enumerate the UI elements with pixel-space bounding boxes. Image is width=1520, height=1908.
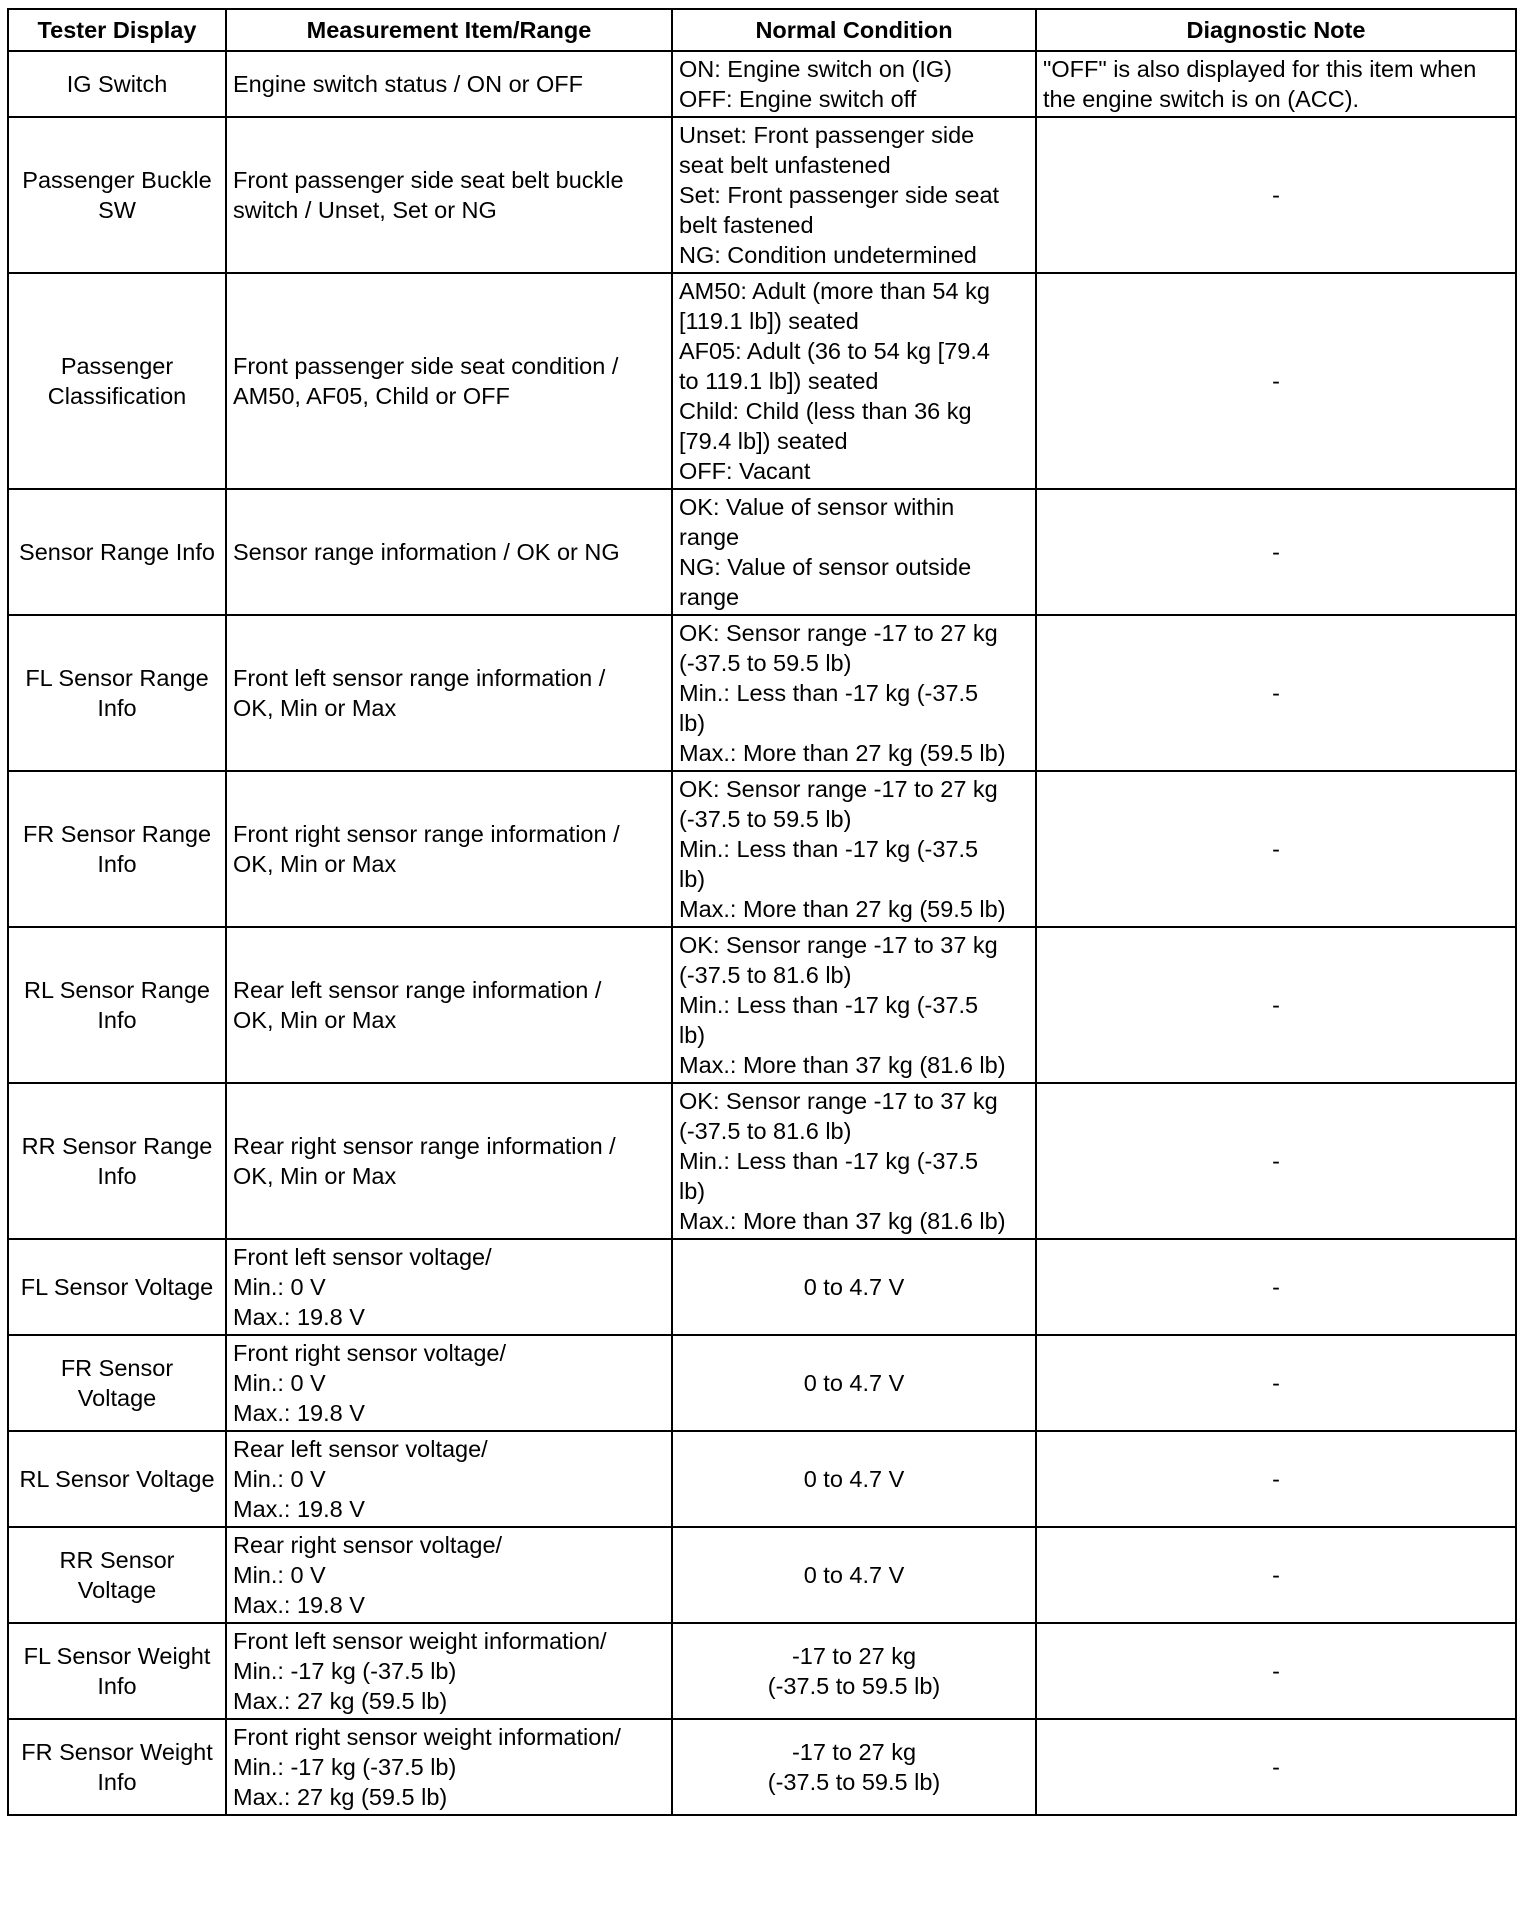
tester-display-cell	[8, 51, 226, 117]
table-row	[8, 1431, 1516, 1527]
measurement-item-cell	[226, 117, 672, 273]
diagnostic-note-cell	[1036, 1527, 1516, 1623]
measurement-item-line: OK, Min or Max	[233, 695, 397, 721]
table-header-row	[8, 9, 1516, 51]
diagnostic-note-cell	[1036, 1623, 1516, 1719]
measurement-item-line: Front right sensor weight information/	[233, 1724, 621, 1750]
measurement-item-cell	[226, 1623, 672, 1719]
normal-condition-line: [119.1 lb]) seated	[679, 308, 859, 334]
table-row	[8, 615, 1516, 771]
measurement-item-cell	[226, 1719, 672, 1815]
normal-condition-line: lb)	[679, 1022, 706, 1048]
table-row	[8, 771, 1516, 927]
normal-condition-line: NG: Condition undetermined	[679, 242, 977, 268]
measurement-item-line: Max.: 19.8 V	[233, 1496, 365, 1522]
normal-condition-line: (-37.5 to 59.5 lb)	[767, 1769, 941, 1795]
diagnostic-note-cell	[1036, 927, 1516, 1083]
diagnostic-note-cell	[1036, 1083, 1516, 1239]
measurement-item-line: AM50, AF05, Child or OFF	[233, 383, 510, 409]
table-row	[8, 1719, 1516, 1815]
normal-condition-line: (-37.5 to 59.5 lb)	[679, 806, 852, 832]
normal-condition-line: Max.: More than 37 kg (81.6 lb)	[679, 1208, 1006, 1234]
measurement-item-line: Max.: 19.8 V	[233, 1304, 365, 1330]
normal-condition-line: (-37.5 to 59.5 lb)	[767, 1673, 941, 1699]
tester-display-line: Voltage	[77, 1385, 157, 1411]
measurement-item-line: Max.: 19.8 V	[233, 1592, 365, 1618]
normal-condition-line: Min.: Less than -17 kg (-37.5	[679, 680, 979, 706]
diagnostic-note-cell	[1036, 771, 1516, 927]
normal-condition-cell	[672, 1623, 1036, 1719]
header-normal-condition: Normal Condition	[672, 9, 1036, 51]
measurement-item-line: Rear left sensor range information /	[233, 977, 602, 1003]
normal-condition-cell	[672, 489, 1036, 615]
normal-condition-line: lb)	[679, 710, 706, 736]
measurement-item-line: OK, Min or Max	[233, 1163, 397, 1189]
diagnostic-note-line: "OFF" is also displayed for this item when	[1043, 56, 1477, 82]
normal-condition-cell	[672, 51, 1036, 117]
tester-display-line: RR Sensor	[59, 1547, 175, 1573]
measurement-item-line: Min.: 0 V	[233, 1274, 326, 1300]
tester-display-line: RR Sensor Range	[21, 1133, 213, 1159]
measurement-item-cell	[226, 489, 672, 615]
normal-condition-line: 0 to 4.7 V	[803, 1370, 905, 1396]
diagnostic-note-cell	[1036, 117, 1516, 273]
tester-display-line: SW	[98, 197, 136, 223]
diagnostic-note-line: -	[1272, 680, 1280, 706]
measurement-item-line: Front left sensor range information /	[233, 665, 606, 691]
diagnostic-note-line: -	[1272, 1148, 1280, 1174]
normal-condition-cell	[672, 927, 1036, 1083]
table-row	[8, 927, 1516, 1083]
tester-display-cell	[8, 1623, 226, 1719]
measurement-item-line: Front right sensor voltage/	[233, 1340, 506, 1366]
table-row	[8, 1239, 1516, 1335]
tester-display-line: FR Sensor Range	[22, 821, 212, 847]
measurement-item-cell	[226, 1083, 672, 1239]
normal-condition-line: Set: Front passenger side seat	[679, 182, 1000, 208]
diagnostic-note-cell	[1036, 1335, 1516, 1431]
normal-condition-line: [79.4 lb]) seated	[679, 428, 848, 454]
normal-condition-line: OK: Value of sensor within	[679, 494, 955, 520]
normal-condition-line: Max.: More than 27 kg (59.5 lb)	[679, 896, 1006, 922]
tester-display-cell	[8, 771, 226, 927]
normal-condition-line: OK: Sensor range -17 to 27 kg	[679, 620, 998, 646]
header-tester-display: Tester Display	[8, 9, 226, 51]
diagnostic-note-cell	[1036, 615, 1516, 771]
diagnostic-note-cell	[1036, 51, 1516, 117]
normal-condition-line: OFF: Vacant	[679, 458, 811, 484]
measurement-item-line: Sensor range information / OK or NG	[233, 539, 620, 565]
normal-condition-line: 0 to 4.7 V	[803, 1562, 905, 1588]
measurement-item-line: Max.: 27 kg (59.5 lb)	[233, 1784, 448, 1810]
normal-condition-cell	[672, 1527, 1036, 1623]
normal-condition-line: range	[679, 524, 740, 550]
tester-display-line: Info	[97, 1673, 137, 1699]
normal-condition-line: seat belt unfastened	[679, 152, 891, 178]
normal-condition-line: -17 to 27 kg	[791, 1739, 917, 1765]
table-row	[8, 117, 1516, 273]
normal-condition-cell	[672, 615, 1036, 771]
header-measurement-item: Measurement Item/Range	[226, 9, 672, 51]
diagnostic-note-line: -	[1272, 1658, 1280, 1684]
table-row	[8, 1083, 1516, 1239]
measurement-item-line: Rear right sensor voltage/	[233, 1532, 503, 1558]
normal-condition-line: Min.: Less than -17 kg (-37.5	[679, 836, 979, 862]
diagnostic-note-line: -	[1272, 1754, 1280, 1780]
tester-display-cell	[8, 927, 226, 1083]
tester-display-line: Passenger Buckle	[22, 167, 212, 193]
diagnostic-note-cell	[1036, 1719, 1516, 1815]
diagnostic-note-line: -	[1272, 539, 1280, 565]
normal-condition-line: Min.: Less than -17 kg (-37.5	[679, 1148, 979, 1174]
tester-display-line: Passenger	[60, 353, 174, 379]
tester-display-line: FL Sensor Weight	[23, 1643, 211, 1669]
diagnostic-note-cell	[1036, 1239, 1516, 1335]
measurement-item-cell	[226, 1527, 672, 1623]
measurement-item-line: Min.: 0 V	[233, 1370, 326, 1396]
tester-display-line: FL Sensor Voltage	[20, 1274, 214, 1300]
measurement-item-cell	[226, 1431, 672, 1527]
normal-condition-line: lb)	[679, 1178, 706, 1204]
table-row	[8, 489, 1516, 615]
normal-condition-line: Unset: Front passenger side	[679, 122, 975, 148]
measurement-item-line: OK, Min or Max	[233, 851, 397, 877]
normal-condition-line: belt fastened	[679, 212, 814, 238]
diagnostic-note-cell	[1036, 489, 1516, 615]
normal-condition-line: Max.: More than 27 kg (59.5 lb)	[679, 740, 1006, 766]
tester-display-cell	[8, 1719, 226, 1815]
normal-condition-line: OFF: Engine switch off	[679, 86, 917, 112]
measurement-item-cell	[226, 1239, 672, 1335]
diagnostic-note-line: -	[1272, 182, 1280, 208]
measurement-item-line: Max.: 27 kg (59.5 lb)	[233, 1688, 448, 1714]
tester-display-line: Info	[97, 695, 137, 721]
diagnostic-note-line: -	[1272, 1370, 1280, 1396]
table-row	[8, 1527, 1516, 1623]
tester-display-line: Classification	[47, 383, 187, 409]
tester-display-cell	[8, 1431, 226, 1527]
tester-display-line: Info	[97, 851, 137, 877]
measurement-item-line: OK, Min or Max	[233, 1007, 397, 1033]
normal-condition-line: (-37.5 to 81.6 lb)	[679, 962, 852, 988]
measurement-item-cell	[226, 273, 672, 489]
normal-condition-line: (-37.5 to 59.5 lb)	[679, 650, 852, 676]
tester-display-cell	[8, 1083, 226, 1239]
measurement-item-cell	[226, 51, 672, 117]
diagnostic-note-line: -	[1272, 1274, 1280, 1300]
measurement-item-line: Front left sensor voltage/	[233, 1244, 492, 1270]
tester-display-line: FR Sensor	[60, 1355, 174, 1381]
measurement-item-line: Min.: 0 V	[233, 1466, 326, 1492]
diagnostic-note-line: -	[1272, 368, 1280, 394]
measurement-item-line: Rear right sensor range information /	[233, 1133, 616, 1159]
tester-display-line: RL Sensor Range	[24, 977, 210, 1003]
normal-condition-cell	[672, 1083, 1036, 1239]
measurement-item-line: Front passenger side seat condition /	[233, 353, 619, 379]
tester-display-line: RL Sensor Voltage	[19, 1466, 215, 1492]
normal-condition-line: Child: Child (less than 36 kg	[679, 398, 972, 424]
measurement-item-cell	[226, 771, 672, 927]
normal-condition-line: range	[679, 584, 740, 610]
normal-condition-cell	[672, 1431, 1036, 1527]
normal-condition-cell	[672, 273, 1036, 489]
table-row	[8, 1335, 1516, 1431]
tester-display-cell	[8, 1527, 226, 1623]
measurement-item-line: Rear left sensor voltage/	[233, 1436, 488, 1462]
normal-condition-line: OK: Sensor range -17 to 27 kg	[679, 776, 998, 802]
measurement-item-line: Min.: -17 kg (-37.5 lb)	[233, 1754, 457, 1780]
tester-display-line: Info	[97, 1007, 137, 1033]
tester-display-line: Info	[97, 1769, 137, 1795]
measurement-item-line: Min.: -17 kg (-37.5 lb)	[233, 1658, 457, 1684]
tester-display-line: FL Sensor Range	[25, 665, 209, 691]
normal-condition-cell	[672, 1719, 1036, 1815]
tester-display-cell	[8, 1335, 226, 1431]
measurement-item-line: Front left sensor weight information/	[233, 1628, 607, 1654]
normal-condition-cell	[672, 771, 1036, 927]
tester-display-cell	[8, 615, 226, 771]
normal-condition-line: ON: Engine switch on (IG)	[679, 56, 952, 82]
tester-display-line: Info	[97, 1163, 137, 1189]
diagnostic-note-cell	[1036, 273, 1516, 489]
tester-display-line: Voltage	[77, 1577, 157, 1603]
normal-condition-cell	[672, 1335, 1036, 1431]
normal-condition-line: 0 to 4.7 V	[803, 1466, 905, 1492]
table-body	[8, 51, 1516, 1815]
diagnostic-data-table	[7, 8, 1517, 1816]
measurement-item-line: Front right sensor range information /	[233, 821, 620, 847]
diagnostic-note-line: -	[1272, 1466, 1280, 1492]
normal-condition-line: -17 to 27 kg	[791, 1643, 917, 1669]
normal-condition-line: AF05: Adult (36 to 54 kg [79.4	[679, 338, 990, 364]
measurement-item-line: Engine switch status / ON or OFF	[233, 71, 583, 97]
normal-condition-line: OK: Sensor range -17 to 37 kg	[679, 932, 998, 958]
table-row	[8, 1623, 1516, 1719]
normal-condition-line: to 119.1 lb]) seated	[679, 368, 879, 394]
normal-condition-line: 0 to 4.7 V	[803, 1274, 905, 1300]
tester-display-line: FR Sensor Weight	[21, 1739, 213, 1765]
diagnostic-note-line: -	[1272, 992, 1280, 1018]
normal-condition-cell	[672, 1239, 1036, 1335]
header-diagnostic-note: Diagnostic Note	[1036, 9, 1516, 51]
normal-condition-cell	[672, 117, 1036, 273]
measurement-item-cell	[226, 615, 672, 771]
normal-condition-line: NG: Value of sensor outside	[679, 554, 972, 580]
normal-condition-line: lb)	[679, 866, 706, 892]
measurement-item-cell	[226, 927, 672, 1083]
tester-display-line: IG Switch	[66, 71, 168, 97]
table-row	[8, 51, 1516, 117]
diagnostic-note-cell	[1036, 1431, 1516, 1527]
tester-display-line: Sensor Range Info	[19, 539, 215, 565]
tester-display-cell	[8, 489, 226, 615]
measurement-item-line: Front passenger side seat belt buckle	[233, 167, 624, 193]
normal-condition-line: AM50: Adult (more than 54 kg	[679, 278, 990, 304]
measurement-item-line: Max.: 19.8 V	[233, 1400, 365, 1426]
diagnostic-note-line: -	[1272, 1562, 1280, 1588]
tester-display-cell	[8, 273, 226, 489]
tester-display-cell	[8, 1239, 226, 1335]
normal-condition-line: OK: Sensor range -17 to 37 kg	[679, 1088, 998, 1114]
normal-condition-line: Min.: Less than -17 kg (-37.5	[679, 992, 979, 1018]
normal-condition-line: (-37.5 to 81.6 lb)	[679, 1118, 852, 1144]
normal-condition-line: Max.: More than 37 kg (81.6 lb)	[679, 1052, 1006, 1078]
diagnostic-note-line: -	[1272, 836, 1280, 862]
diagnostic-note-line: the engine switch is on (ACC).	[1043, 86, 1360, 112]
tester-display-cell	[8, 117, 226, 273]
table-row	[8, 273, 1516, 489]
measurement-item-line: switch / Unset, Set or NG	[233, 197, 497, 223]
measurement-item-line: Min.: 0 V	[233, 1562, 326, 1588]
measurement-item-cell	[226, 1335, 672, 1431]
